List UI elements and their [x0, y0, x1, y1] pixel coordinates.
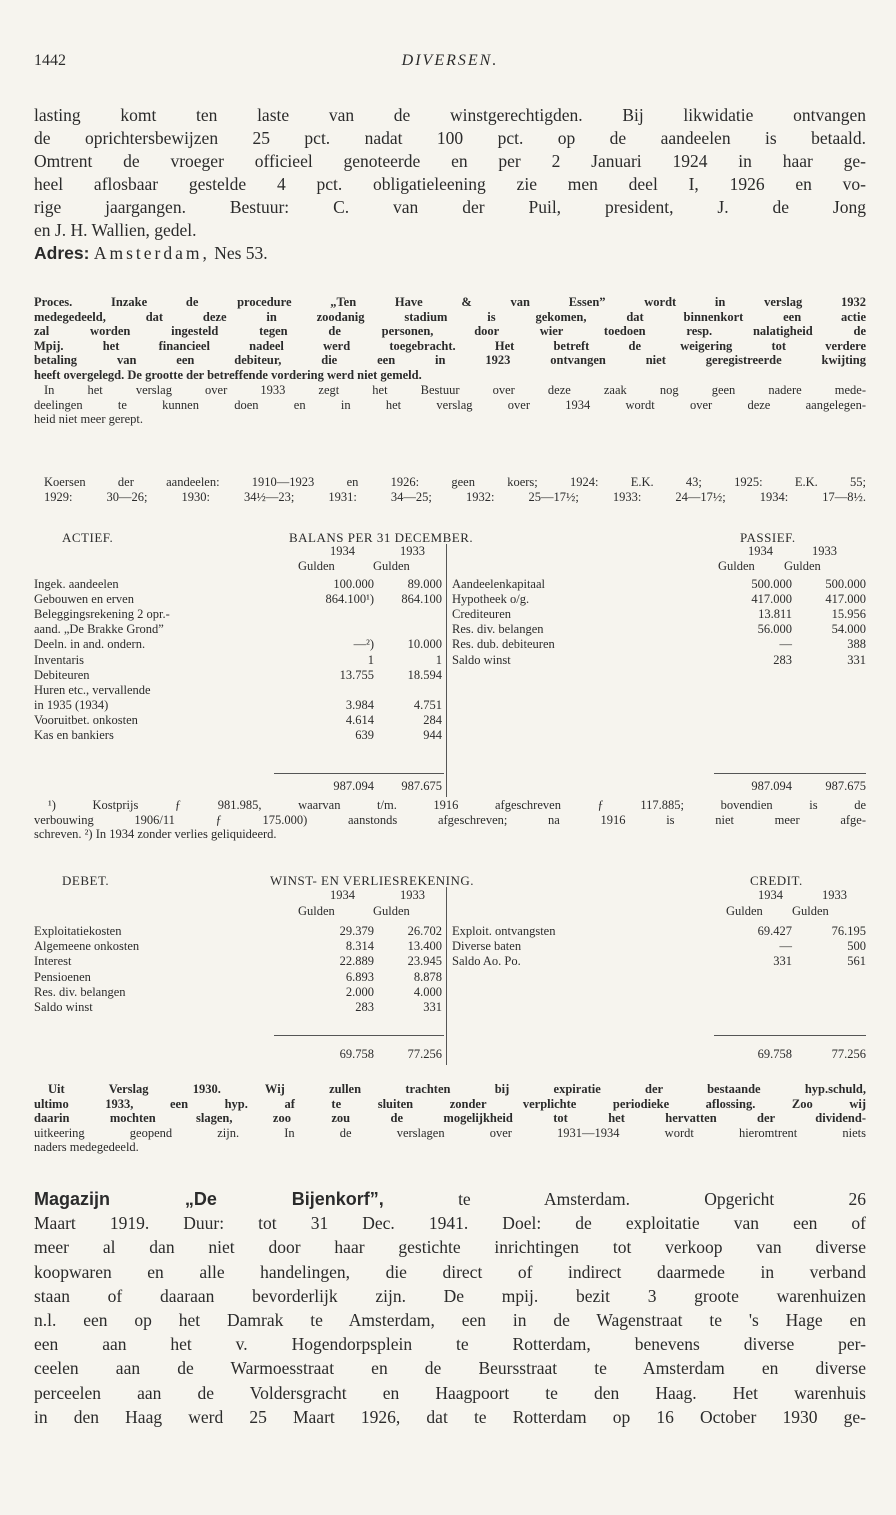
row-value: 54.000 — [831, 622, 866, 637]
row-value: 944 — [423, 728, 442, 742]
row-value: 331 — [773, 954, 792, 969]
row-value: — — [779, 637, 792, 652]
row-value: 89.000 — [407, 577, 442, 591]
row-label: Pensioenen — [34, 969, 91, 984]
text-line: n.l. een op het Damrak te Amsterdam, een in de Wagenstraat te 's Hage en — [34, 1309, 866, 1330]
year-label: 1933 — [400, 544, 425, 558]
row-value: 29.379 — [339, 924, 374, 938]
row-value: 18.594 — [407, 667, 442, 682]
balans-title: BALANS PER 31 DECEMBER. — [289, 530, 474, 545]
row-value — [374, 684, 442, 697]
total-value: 987.675 — [825, 779, 866, 793]
row-label: Aandeelenkapitaal — [452, 577, 546, 591]
actief-heading: ACTIEF. — [62, 530, 114, 545]
row-label: in 1935 (1934) — [34, 697, 109, 712]
text-fragment: te Amsterdam. Opgericht 26 — [458, 1189, 866, 1209]
row-value: 500.000 — [825, 577, 866, 591]
row-value: 13.400 — [407, 939, 442, 954]
row-value: 500 — [847, 939, 866, 954]
row-value: 76.195 — [831, 924, 866, 938]
text-line: Proces. Inzake de procedure „Ten Have & van Essen” wordt in verslag 1932 — [34, 295, 866, 309]
text-line: perceelen aan de Voldersgracht en Haagpoort te den Haag. Het warenhuis — [34, 1382, 866, 1403]
row-value: 4.000 — [413, 984, 442, 999]
text-line: staan of daaraan bevorderlijk zijn. De mpij. bezit 3 groote warenhuizen — [34, 1285, 866, 1306]
text-line: de oprichtersbewijzen 25 pct. nadat 100 pct. op de aandeelen is betaald. — [34, 128, 866, 148]
row-value: 639 — [355, 728, 374, 742]
row-value: 1 — [367, 652, 374, 667]
debet-heading: DEBET. — [62, 873, 110, 888]
verslag-paragraph — [34, 383, 866, 427]
address-label: Adres: — [34, 243, 90, 263]
unit-label: Gulden — [726, 904, 763, 918]
passief-heading: PASSIEF. — [740, 530, 796, 545]
row-value: 417.000 — [751, 592, 792, 607]
total-rule — [274, 773, 444, 774]
text-line: uitkeering geopend zijn. In de verslagen over 1931—1934 wordt hieromtrent niets — [34, 1125, 866, 1140]
text-line: In het verslag over 1933 zegt het Bestuur over deze zaak nog geen nadere mede- — [44, 383, 866, 397]
row-value: 26.702 — [407, 924, 442, 938]
row-label: Res. dub. debiteuren — [452, 637, 555, 652]
text-line: Uit Verslag 1930. Wij zullen trachten bij expiratie der bestaande hyp.schuld, — [48, 1082, 866, 1096]
text-line: meer al dan niet door haar gestichte inrichtingen tot verkoop van diverse — [34, 1237, 866, 1258]
running-title: DIVERSEN. — [401, 52, 499, 69]
row-value: 864.100 — [401, 592, 442, 607]
total-rule — [274, 1035, 444, 1036]
row-label: Saldo Ao. Po. — [452, 954, 521, 969]
page-header — [34, 52, 866, 76]
year-label: 1934 — [330, 888, 355, 902]
row-label: Exploitatiekosten — [34, 924, 122, 938]
total-value: 987.094 — [751, 779, 792, 793]
address-street: Nes 53. — [214, 243, 268, 263]
row-value: 417.000 — [825, 592, 866, 607]
total-value: 69.758 — [757, 1047, 792, 1061]
row-label: Interest — [34, 954, 72, 969]
balans-notes — [34, 798, 866, 842]
row-value: 500.000 — [751, 577, 792, 591]
row-value: 283 — [773, 652, 792, 667]
column-divider — [446, 544, 447, 797]
row-value — [296, 684, 374, 697]
text-line: heel aflosbaar gestelde 4 pct. obligatieleening zie men deel I, 1926 en vo- — [34, 174, 866, 194]
row-value: —²) — [353, 637, 374, 652]
row-label: Diverse baten — [452, 939, 522, 954]
row-value: 284 — [423, 712, 442, 727]
row-value — [296, 623, 374, 636]
row-value: 8.878 — [413, 969, 442, 984]
text-line: ceelen aan de Warmoesstraat en de Beursstraat te Amsterdam en diverse — [34, 1358, 866, 1379]
row-label: Saldo winst — [34, 1000, 93, 1014]
uit-verslag-paragraph — [34, 1082, 866, 1155]
address-line — [34, 242, 866, 265]
text-line: Koersen der aandeelen: 1910—1923 en 1926: geen koers; 1924: E.K. 43; 1925: E.K. 55; — [44, 475, 866, 489]
unit-label: Gulden — [718, 559, 755, 573]
row-label: Gebouwen en erven — [34, 592, 134, 607]
total-value: 987.675 — [401, 779, 442, 793]
text-line: 1929: 30—26; 1930: 34½—23; 1931: 34—25; 1932: 25—17½; 1933: 24—17½; 1934: 17—8½. — [44, 489, 866, 504]
text-line: heeft overgelegd. De grootte der betreffende vordering werd niet gemeld. — [34, 367, 422, 382]
credit-heading: CREDIT. — [750, 873, 803, 888]
row-value — [296, 608, 374, 621]
row-value: 561 — [847, 954, 866, 969]
year-label: 1933 — [822, 888, 847, 902]
row-value: 331 — [423, 1000, 442, 1014]
row-value: 388 — [847, 637, 866, 652]
year-label: 1934 — [748, 544, 773, 558]
row-value: 283 — [355, 1000, 374, 1014]
unit-label: Gulden — [373, 559, 410, 573]
row-label: Vooruitbet. onkosten — [34, 712, 138, 727]
proces-paragraph — [34, 295, 866, 383]
text-line: verbouwing 1906/11 ƒ 175.000) aanstonds afgeschreven; na 1916 is niet meer afge- — [34, 812, 866, 827]
year-label: 1933 — [400, 888, 425, 902]
row-value — [374, 623, 442, 636]
column-divider — [446, 887, 447, 1065]
total-value: 77.256 — [831, 1047, 866, 1061]
text-line: rige jaargangen. Bestuur: C. van der Puil, president, J. de Jong — [34, 197, 866, 217]
row-value — [374, 608, 442, 621]
profit-loss-account — [34, 873, 866, 1068]
row-value: 2.000 — [345, 984, 374, 999]
row-value: 13.755 — [339, 667, 374, 682]
row-value: 56.000 — [757, 622, 792, 637]
row-value: 331 — [847, 652, 866, 667]
text-line: ultimo 1933, een hyp. af te sluiten zonder verplichte periodieke aflossing. Zoo wij — [34, 1096, 866, 1111]
unit-label: Gulden — [298, 559, 335, 573]
row-label: Hypotheek o/g. — [452, 592, 530, 607]
unit-label: Gulden — [784, 559, 821, 573]
address-city: Amsterdam, — [93, 243, 210, 263]
row-value: 864.100¹) — [325, 592, 374, 607]
text-line: Mpij. het financieel nadeel werd toegebracht. Het betreft de weigering tot verdere — [34, 338, 866, 353]
row-value: 8.314 — [345, 939, 374, 954]
koersen-paragraph — [34, 475, 866, 504]
row-value: 1 — [435, 652, 442, 667]
row-value: 4.614 — [345, 712, 374, 727]
text-line: zal worden ingesteld tegen de personen, door wier toedoen resp. nalatigheid de — [34, 324, 866, 339]
row-value: 10.000 — [407, 637, 442, 652]
row-value: 69.427 — [757, 924, 792, 938]
row-value: 23.945 — [407, 954, 442, 969]
row-label: Algemeene onkosten — [34, 939, 140, 954]
row-label: Debiteuren — [34, 667, 90, 682]
text-line: naders medegedeeld. — [34, 1140, 139, 1155]
text-line: deelingen te kunnen doen en in het verslag over 1934 wordt over deze aangelegen- — [34, 397, 866, 412]
text-line: een aan het v. Hogendorpsplein te Rotterdam, benevens diverse per- — [34, 1334, 866, 1355]
row-label: Ingek. aandeelen — [34, 577, 119, 591]
row-value: — — [779, 939, 792, 954]
text-line: lasting komt ten laste van de winstgerechtigden. Bij likwidatie ontvangen — [34, 105, 866, 125]
row-label: Saldo winst — [452, 652, 511, 667]
balance-sheet — [34, 530, 866, 793]
row-label: Beleggingsrekening 2 opr.- — [34, 607, 170, 622]
row-label: Res. div. belangen — [34, 984, 126, 999]
row-label: Huren etc., vervallende — [34, 682, 151, 697]
text-line: Maart 1919. Duur: tot 31 Dec. 1941. Doel: de exploitatie van een of — [34, 1213, 866, 1234]
row-label: Crediteuren — [452, 607, 512, 622]
row-label: aand. „De Brakke Grond” — [34, 622, 164, 637]
text-line: Omtrent de vroeger officieel genoteerde en per 2 Januari 1924 in haar ge- — [34, 151, 866, 171]
text-line: ¹) Kostprijs ƒ 981.985, waarvan t/m. 1916 afgeschreven ƒ 117.885; bovendien is de — [48, 798, 866, 812]
total-value: 77.256 — [407, 1047, 442, 1061]
year-label: 1933 — [812, 544, 837, 558]
row-value: 15.956 — [831, 607, 866, 622]
unit-label: Gulden — [373, 904, 410, 918]
total-value: 69.758 — [339, 1047, 374, 1061]
text-line — [34, 1187, 866, 1211]
text-line: medegedeeld, dat deze in zoodanig stadium is gekomen, dat binnenkort een actie — [34, 309, 866, 324]
winst-title: WINST- EN VERLIESREKENING. — [270, 873, 475, 888]
row-value: 22.889 — [339, 954, 374, 969]
row-value: 100.000 — [333, 577, 374, 591]
unit-label: Gulden — [298, 904, 335, 918]
text-line: in den Haag werd 25 Maart 1926, dat te Rotterdam op 16 October 1930 ge- — [34, 1406, 866, 1427]
total-value: 987.094 — [333, 779, 374, 793]
row-label: Exploit. ontvangsten — [452, 924, 556, 938]
text-line: daarin mochten slagen, zoo zou de mogelijkheid tot het hervatten der dividend- — [34, 1111, 866, 1126]
row-value: 13.811 — [758, 607, 792, 622]
total-rule — [714, 773, 866, 774]
row-label: Kas en bankiers — [34, 728, 114, 742]
row-label: Inventaris — [34, 652, 84, 667]
row-label: Deeln. in and. ondern. — [34, 637, 146, 652]
text-line: schreven. ²) In 1934 zonder verlies geliquideerd. — [34, 827, 277, 842]
total-rule — [714, 1035, 866, 1036]
row-value: 4.751 — [413, 697, 442, 712]
text-line: betaling van een debiteur, die een in 1923 ontvangen niet geregistreerde kwijting — [34, 353, 866, 368]
intro-paragraph — [34, 104, 866, 265]
year-label: 1934 — [758, 888, 783, 902]
text-line: en J. H. Wallien, gedel. — [34, 220, 197, 240]
text-line: heid niet meer gerept. — [34, 412, 143, 427]
page-number: 1442 — [34, 52, 66, 69]
year-label: 1934 — [330, 544, 355, 558]
row-value: 6.893 — [345, 969, 374, 984]
unit-label: Gulden — [792, 904, 829, 918]
magazijn-entry — [34, 1187, 866, 1429]
company-name: Magazijn „De Bijenkorf”, — [34, 1189, 384, 1209]
row-label: Res. div. belangen — [452, 622, 544, 637]
text-line: koopwaren en alle handelingen, die direct of indirect daarmede in verband — [34, 1261, 866, 1282]
row-value: 3.984 — [345, 697, 374, 712]
